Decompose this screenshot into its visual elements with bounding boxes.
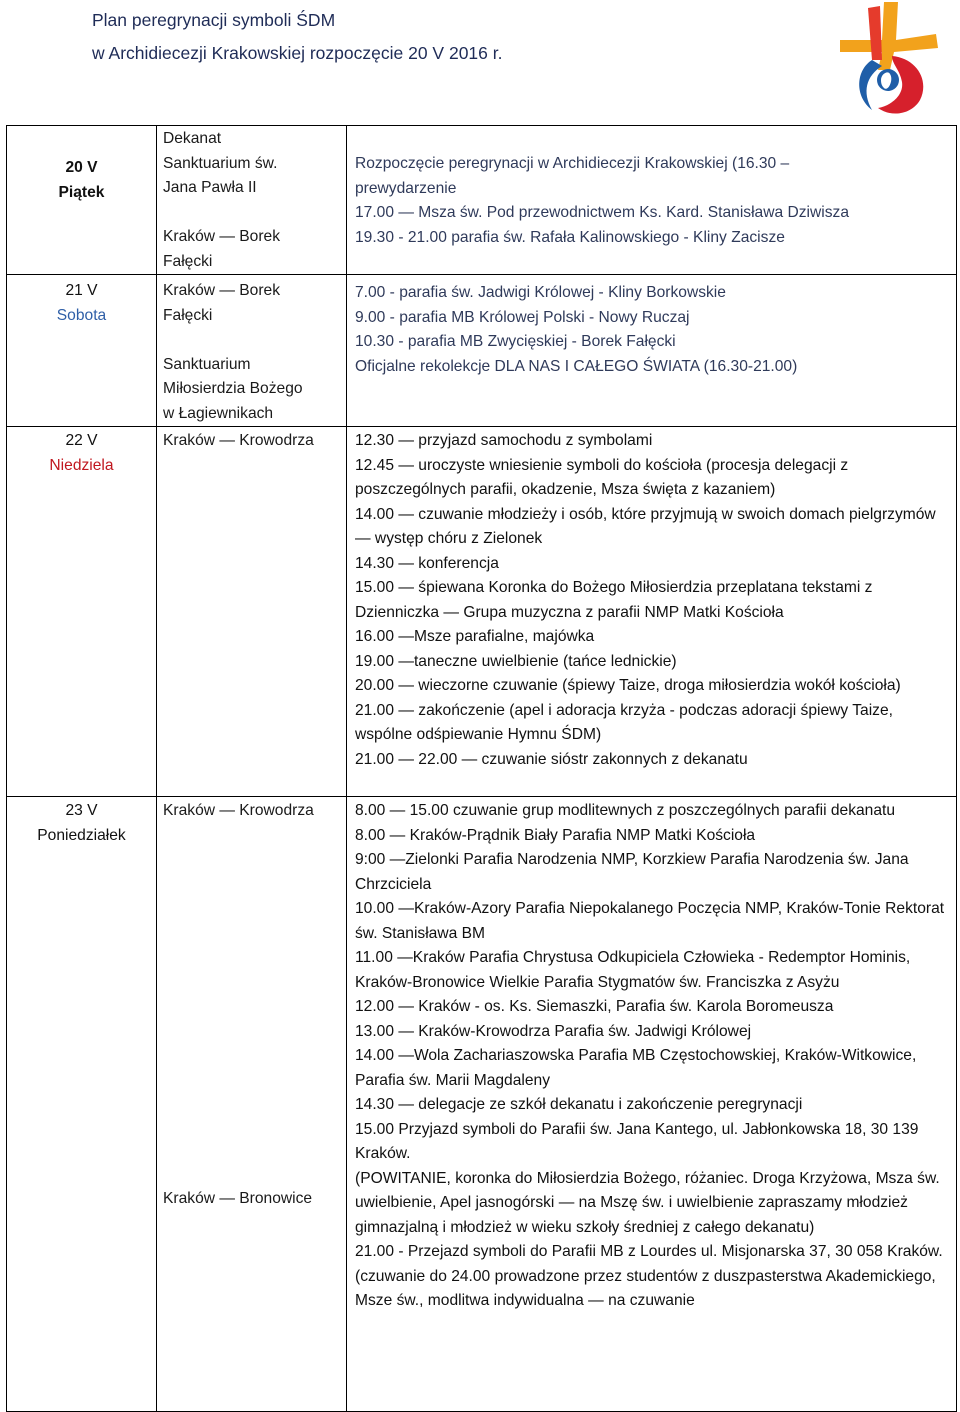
event-line: 13.00 — Kraków-Krowodrza Parafia św. Jadwigi Królowej — [355, 1022, 752, 1040]
place-line: Kraków — Borek — [163, 228, 280, 245]
event-line: (POWITANIE, koronka do Miłosierdzia Bożego, różaniec. Droga Krzyżowa, Msza św. uwielbienie, Apel jasnogórski — na Mszę św. i uwielbienie zapraszamy młodzież gimnazjalną i młodzież w wieku szkoły średniej z całego dekanatu) — [355, 1169, 940, 1236]
events-cell — [347, 126, 957, 275]
event-line: 21.00 — zakończenie (apel i adoracja krzyża - podczas adoracji śpiewy Taize, wspólne odśpiewanie Hymnu ŚDM) — [355, 701, 893, 743]
day-cell — [7, 797, 157, 1412]
place-line: Fałęcki — [163, 306, 213, 324]
header-subtitle: w Archidiecezji Krakowskiej rozpoczęcie 20 V 2016 r. — [92, 43, 503, 63]
place-line — [163, 201, 344, 226]
event-line: 15.00 Przyjazd symboli do Parafii św. Jana Kantego, ul. Jabłonkowska 18, 30 139 Kraków. — [355, 1120, 919, 1162]
events-cell — [347, 427, 957, 797]
event-line: 9:00 —Zielonki Parafia Narodzenia NMP, Korzkiew Parafia Narodzenia św. Jana Chrzciciela — [355, 851, 909, 893]
document-header — [92, 4, 502, 70]
place-cell — [157, 126, 347, 275]
event-line: 7.00 - parafia św. Jadwigi Królowej - Kliny Borkowskie — [355, 284, 726, 301]
event-line: 16.00 —Msze parafialne, majówka — [355, 628, 595, 645]
event-line: 17.00 — Msza św. Pod przewodnictwem Ks. Kard. Stanisława Dziwisza — [355, 204, 849, 221]
event-line: 10.30 - parafia MB Zwycięskiej - Borek Fałęcki — [355, 333, 676, 350]
place-line: Kraków — Bronowice — [163, 1190, 313, 1207]
place-cell — [157, 427, 347, 797]
place-cell — [157, 797, 347, 1412]
event-line: 8.00 — 15.00 czuwanie grup modlitewnych z poszczególnych parafii dekanatu — [355, 802, 896, 819]
day-cell — [7, 126, 157, 275]
event-line: 14.00 — czuwanie młodzieży i osób, które przyjmują w swoich domach pielgrzymów — występ chóru z Zielonek — [355, 505, 936, 547]
day-weekday: Niedziela — [49, 456, 114, 474]
day-weekday: Sobota — [56, 306, 107, 324]
day-date: 20 V — [65, 159, 98, 176]
day-cell — [7, 275, 157, 427]
wyd-cross-logo-icon — [832, 0, 944, 118]
day-date: 22 V — [65, 432, 98, 449]
place-line — [163, 328, 344, 353]
event-line: 12.45 — uroczyste wniesienie symboli do kościoła (procesja delegacji z poszczególnych parafii, okadzenie, Msza święta z kazaniem) — [355, 456, 849, 498]
event-line: 12.30 — przyjazd samochodu z symbolami — [355, 432, 653, 449]
event-line: 15.00 — śpiewana Koronka do Bożego Miłosierdzia przeplatana tekstami z Dzienniczka — Grupa muzyczna z parafii NMP Matki Kościoła — [355, 579, 873, 621]
table-row — [7, 427, 957, 797]
event-line: 14.30 — konferencja — [355, 554, 499, 572]
events-cell — [347, 275, 957, 427]
event-line: 21.00 — 22.00 — czuwanie sióstr zakonnych z dekanatu — [355, 750, 748, 768]
table-row — [7, 126, 957, 275]
place-cell — [157, 275, 347, 427]
event-line: 12.00 — Kraków - os. Ks. Siemaszki, Parafia św. Karola Boromeusza — [355, 998, 834, 1015]
place-line: w Łagiewnikach — [163, 404, 274, 422]
table-row — [7, 275, 957, 427]
event-line: 14.30 — delegacje ze szkół dekanatu i zakończenie peregrynacji — [355, 1096, 803, 1113]
day-weekday: Poniedziałek — [37, 826, 126, 844]
day-date: 23 V — [65, 802, 98, 819]
event-line: Oficjalne rekolekcje DLA NAS I CAŁEGO ŚWIATA (16.30-21.00) — [355, 357, 798, 375]
event-line: 14.00 —Wola Zachariaszowska Parafia MB Częstochowskiej, Kraków-Witkowice, Parafia św. Marii Magdaleny — [355, 1047, 917, 1089]
table-row — [7, 797, 957, 1412]
event-line: 20.00 — wieczorne czuwanie (śpiewy Taize, droga miłosierdzia wokół kościoła) — [355, 677, 901, 694]
place-line: Kraków — Krowodrza — [163, 802, 314, 819]
event-line: (czuwanie do 24.00 prowadzone przez studentów z duszpasterstwa Akademickiego, Msze św., modlitwa indywidualna — na czuwanie — [355, 1267, 936, 1309]
place-line: Sanktuarium św. — [163, 154, 278, 172]
event-line: 19.30 - 21.00 parafia św. Rafała Kalinowskiego - Kliny Zacisze — [355, 228, 785, 246]
day-date: 21 V — [65, 282, 98, 299]
place-line: Dekanat — [163, 130, 222, 147]
place-line: Jana Pawła II — [163, 179, 257, 196]
event-line: 19.00 —taneczne uwielbienie (tańce lednickie) — [355, 652, 677, 670]
event-line: 21.00 - Przejazd symboli do Parafii MB z Lourdes ul. Misjonarska 37, 30 058 Kraków. — [355, 1243, 943, 1260]
place-line: Sanktuarium — [163, 355, 251, 373]
event-line: 9.00 - parafia MB Królowej Polski - Nowy Ruczaj — [355, 308, 690, 326]
event-line: Rozpoczęcie peregrynacji w Archidiecezji Krakowskiej (16.30 – — [355, 155, 790, 172]
event-line: 8.00 — Kraków-Prądnik Biały Parafia NMP Matki Kościoła — [355, 826, 756, 844]
events-cell — [347, 797, 957, 1412]
place-line: Miłosierdzia Bożego — [163, 380, 303, 397]
event-line: prewydarzenie — [355, 179, 457, 197]
day-cell — [7, 427, 157, 797]
day-weekday: Piątek — [58, 183, 105, 201]
schedule-table — [6, 125, 957, 1412]
header-title: Plan peregrynacji symboli ŚDM — [92, 10, 336, 30]
place-line: Fałęcki — [163, 252, 213, 270]
event-line: 10.00 —Kraków-Azory Parafia Niepokalanego Poczęcia NMP, Kraków-Tonie Rektorat św. Stanisława BM — [355, 900, 945, 942]
event-line: 11.00 —Kraków Parafia Chrystusa Odkupiciela Człowieka - Redemptor Hominis, Kraków-Bronowice Wielkie Parafia Stygmatów św. Franciszka z Asyżu — [355, 949, 911, 991]
place-line: Kraków — Krowodrza — [163, 432, 314, 449]
place-line: Kraków — Borek — [163, 282, 280, 299]
